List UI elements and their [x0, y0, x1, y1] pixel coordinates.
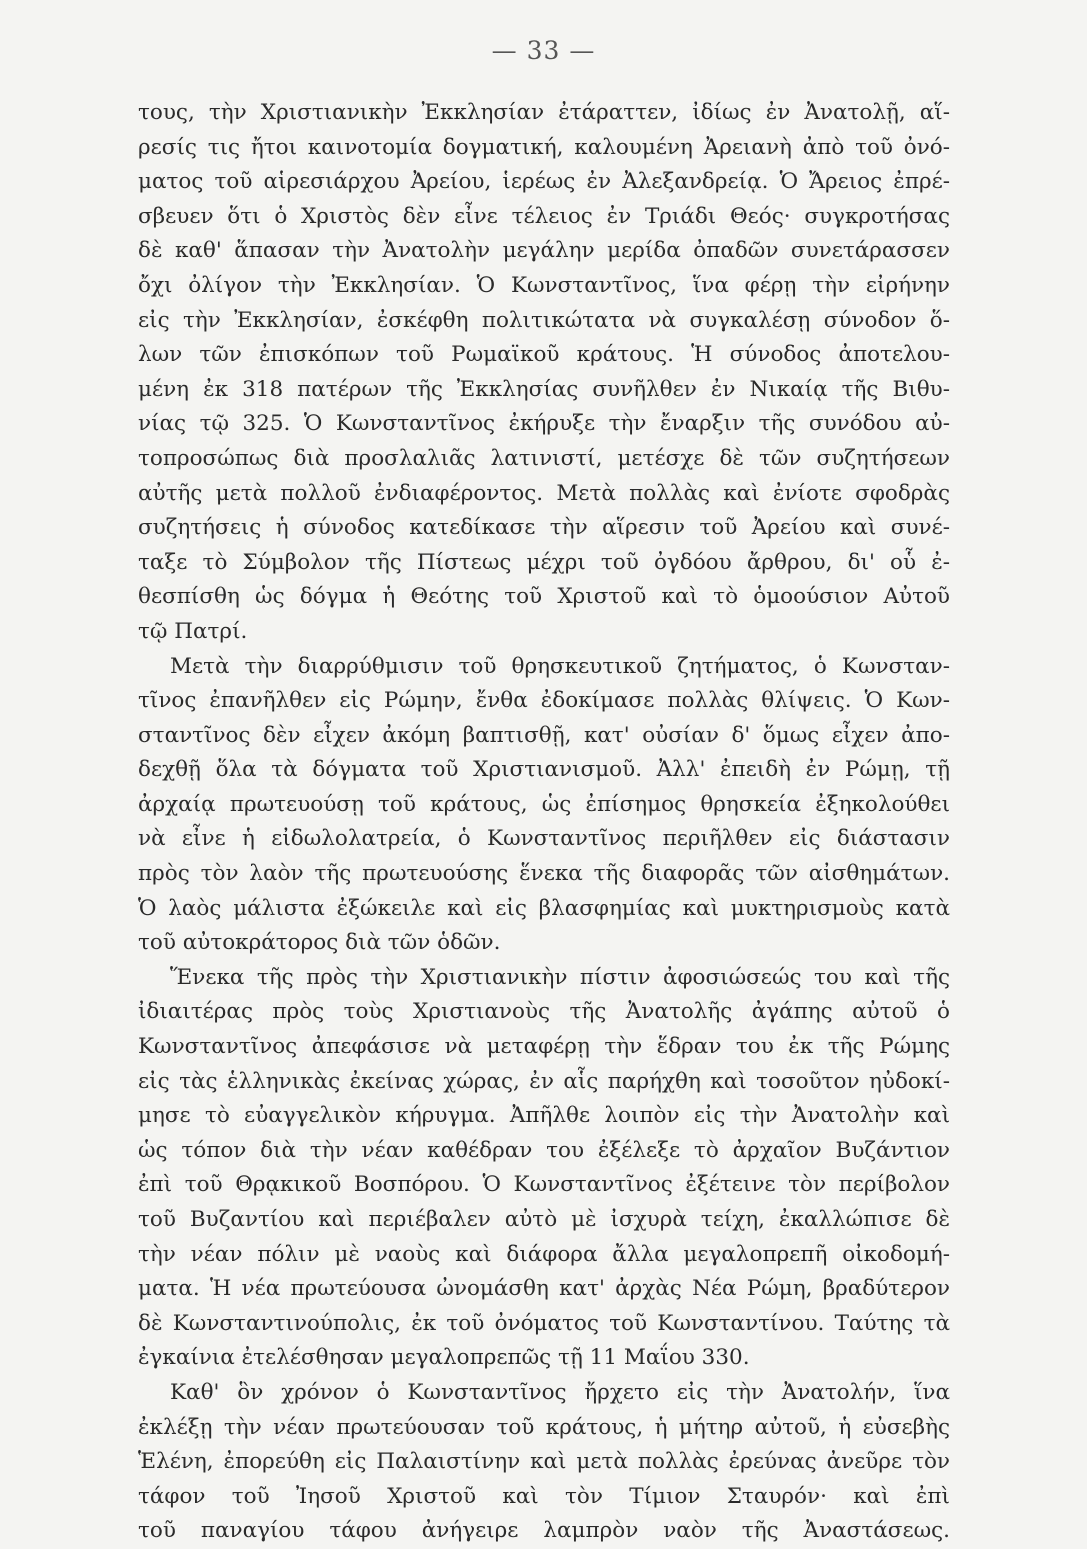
text-line: νίας τῷ 325. Ὁ Κωνσταντῖνος ἐκήρυξε τὴν ἔναρξιν τῆς συνόδου αὐ- [138, 411, 950, 437]
text-line: μένη ἐκ 318 πατέρων τῆς Ἐκκλησίας συνῆλθεν ἐν Νικαίᾳ τῆς Βιθυ- [138, 376, 950, 402]
text-line: Ἕνεκα τῆς πρὸς τὴν Χριστιανικὴν πίστιν ἀφοσιώσεώς του καὶ τῆς [170, 964, 950, 990]
text-line: Μετὰ τὴν διαρρύθμισιν τοῦ θρησκευτικοῦ ζητήματος, ὁ Κωνσταν- [170, 653, 950, 679]
text-line: Ὁ λαὸς μάλιστα ἐξώκειλε καὶ εἰς βλασφημίας καὶ μυκτηρισμοὺς κατὰ [138, 895, 950, 921]
text-line: εἰς τὴν Ἐκκλησίαν, ἐσκέφθη πολιτικώτατα νὰ συγκαλέσῃ σύνοδον ὅ- [138, 307, 950, 333]
text-line: ὄχι ὀλίγον τὴν Ἐκκλησίαν. Ὁ Κωνσταντῖνος, ἵνα φέρῃ τὴν εἰρήνην [138, 272, 950, 298]
page-number: — 33 — [491, 36, 596, 65]
text-line: τὴν νέαν πόλιν μὲ ναοὺς καὶ διάφορα ἄλλα μεγαλοπρεπῆ οἰκοδομή- [138, 1241, 950, 1267]
text-line: νὰ εἶνε ἡ εἰδωλολατρεία, ὁ Κωνσταντῖνος περιῆλθεν εἰς διάστασιν [138, 826, 950, 852]
text-line: ἐκλέξῃ τὴν νέαν πρωτεύουσαν τοῦ κράτους, ἡ μήτηρ αὐτοῦ, ἡ εὐσεβὴς [138, 1414, 950, 1440]
text-line: ἐπὶ τοῦ Θρᾳκικοῦ Βοσπόρου. Ὁ Κωνσταντῖνος ἐξέτεινε τὸν περίβολον [138, 1172, 950, 1198]
text-line: Ἑλένη, ἐπορεύθη εἰς Παλαιστίνην καὶ μετὰ πολλὰς ἐρεύνας ἀνεῦρε τὸν [138, 1449, 950, 1475]
text-line: ματα. Ἡ νέα πρωτεύουσα ὠνομάσθη κατ' ἀρχὰς Νέα Ρώμη, βραδύτερον [138, 1276, 950, 1302]
text-line: τοῦ αὐτοκράτορος διὰ τῶν ὁδῶν. [138, 930, 501, 956]
text-line: ταξε τὸ Σύμβολον τῆς Πίστεως μέχρι τοῦ ὀγδόου ἄρθρου, δι' οὗ ἐ- [138, 549, 950, 575]
text-line: ὡς τόπον διὰ τὴν νέαν καθέδραν του ἐξέλεξε τὸ ἀρχαῖον Βυζάντιον [138, 1137, 950, 1163]
text-line: ἀρχαίᾳ πρωτευούσῃ τοῦ κράτους, ὡς ἐπίσημος θρησκεία ἐξηκολούθει [138, 791, 950, 817]
text-line: μησε τὸ εὐαγγελικὸν κήρυγμα. Ἀπῆλθε λοιπὸν εἰς τὴν Ἀνατολὴν καὶ [138, 1103, 950, 1129]
text-line: ρεσίς τις ἤτοι καινοτομία δογματική, καλουμένη Ἀρειανὴ ἀπὸ τοῦ ὀνό- [138, 134, 950, 160]
text-line: τους, τὴν Χριστιανικὴν Ἐκκλησίαν ἐτάραττεν, ἰδίως ἐν Ἀνατολῇ, αἵ- [138, 100, 950, 125]
text-line: ἰδιαιτέρας πρὸς τοὺς Χριστιανοὺς τῆς Ἀνατολῆς ἀγάπης αὐτοῦ ὁ [138, 999, 950, 1025]
text-line: Καθ' ὃν χρόνον ὁ Κωνσταντῖνος ἤρχετο εἰς τὴν Ἀνατολήν, ἵνα [170, 1379, 950, 1405]
text-line: τοπροσώπως διὰ προσλαλιᾶς λατινιστί, μετέσχε δὲ τῶν συζητήσεων [138, 445, 950, 471]
text-line: τάφον τοῦ Ἰησοῦ Χριστοῦ καὶ τὸν Τίμιον Σταυρόν· καὶ ἐπὶ [138, 1483, 950, 1509]
text-line: σβευεν ὅτι ὁ Χριστὸς δὲν εἶνε τέλειος ἐν Τριάδι Θεός· συγκροτήσας [138, 203, 950, 229]
text-body [138, 96, 950, 1549]
text-line: δὲ καθ' ἅπασαν τὴν Ἀνατολὴν μεγάλην μερίδα ὀπαδῶν συνετάρασσεν [138, 238, 950, 264]
text-line: εἰς τὰς ἑλληνικὰς ἐκείνας χώρας, ἐν αἷς παρήχθη καὶ τοσοῦτον ηὐδοκί- [138, 1068, 950, 1094]
text-line: Κωνσταντῖνος ἀπεφάσισε νὰ μεταφέρῃ τὴν ἕδραν του ἐκ τῆς Ρώμης [138, 1034, 950, 1060]
text-line: θεσπίσθη ὡς δόγμα ἡ Θεότης τοῦ Χριστοῦ καὶ τὸ ὁμοούσιον Αὐτοῦ [138, 584, 950, 610]
text-line: πρὸς τὸν λαὸν τῆς πρωτευούσης ἕνεκα τῆς διαφορᾶς τῶν αἰσθημάτων. [138, 861, 950, 887]
text-line: τοῦ Βυζαντίου καὶ περιέβαλεν αὐτὸ μὲ ἰσχυρὰ τείχη, ἐκαλλώπισε δὲ [138, 1207, 950, 1232]
text-line: αὐτῆς μετὰ πολλοῦ ἐνδιαφέροντος. Μετὰ πολλὰς καὶ ἐνίοτε σφοδρὰς [138, 480, 950, 506]
text-line: λων τῶν ἐπισκόπων τοῦ Ρωμαϊκοῦ κράτους. Ἡ σύνοδος ἀποτελου- [138, 342, 950, 368]
text-line: τῷ Πατρί. [138, 618, 248, 644]
text-line: δεχθῇ ὅλα τὰ δόγματα τοῦ Χριστιανισμοῦ. Ἀλλ' ἐπειδὴ ἐν Ρώμῃ, τῇ [138, 757, 950, 783]
text-line: δὲ Κωνσταντινούπολις, ἐκ τοῦ ὀνόματος τοῦ Κωνσταντίνου. Ταύτης τὰ [138, 1310, 950, 1336]
text-line: συζητήσεις ἡ σύνοδος κατεδίκασε τὴν αἵρεσιν τοῦ Ἀρείου καὶ συνέ- [138, 515, 950, 541]
text-line: τῖνος ἐπανῆλθεν εἰς Ρώμην, ἔνθα ἐδοκίμασε πολλὰς θλίψεις. Ὁ Κων- [138, 688, 950, 714]
text-line: σταντῖνος δὲν εἶχεν ἀκόμη βαπτισθῇ, κατ' οὐσίαν δ' ὅμως εἶχεν ἀπο- [138, 722, 950, 748]
text-line: ματος τοῦ αἱρεσιάρχου Ἀρείου, ἱερέως ἐν Ἀλεξανδρείᾳ. Ὁ Ἄρειος ἐπρέ- [138, 169, 950, 195]
text-line: ἐγκαίνια ἐτελέσθησαν μεγαλοπρεπῶς τῇ 11 Μαΐου 330. [138, 1345, 750, 1371]
text-line: τοῦ παναγίου τάφου ἀνήγειρε λαμπρὸν ναὸν τῆς Ἀναστάσεως. [138, 1518, 950, 1544]
